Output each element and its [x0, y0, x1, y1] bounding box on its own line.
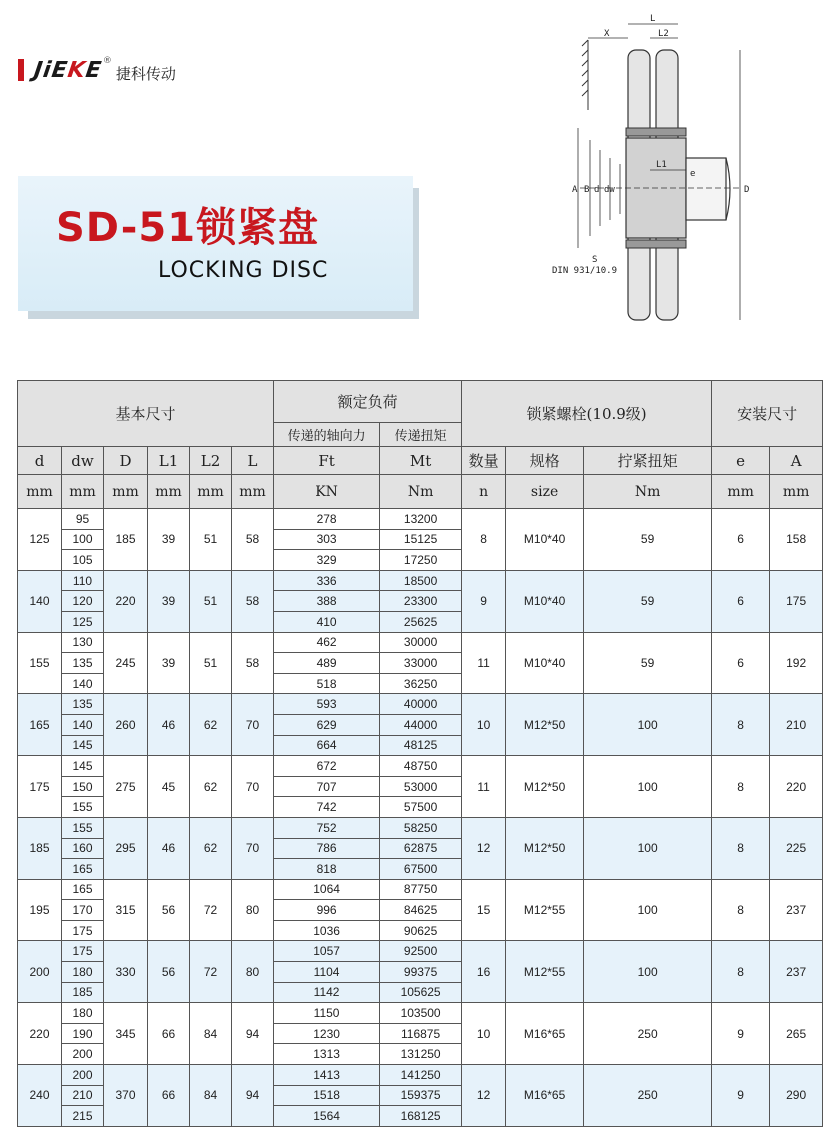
cell-Mt: 103500	[380, 1003, 462, 1024]
cell-L1: 46	[148, 817, 190, 879]
cell-Mt: 44000	[380, 714, 462, 735]
symbol-row	[18, 447, 823, 475]
cell-Ft: 1036	[274, 920, 380, 941]
table-row	[18, 509, 823, 530]
brand-chinese-name: 捷科传动	[115, 64, 176, 83]
cell-bolt-size: M10*40	[506, 632, 584, 694]
cell-Mt: 141250	[380, 1065, 462, 1086]
unit-cell: KN	[274, 475, 380, 509]
cell-D: 185	[104, 509, 148, 571]
cell-Mt: 48125	[380, 735, 462, 756]
header-basic-dimensions: 基本尺寸	[18, 381, 274, 447]
cell-dw: 130	[62, 632, 104, 653]
cell-e: 6	[712, 570, 770, 632]
cell-Ft: 752	[274, 817, 380, 838]
cell-tightening-torque: 100	[584, 694, 712, 756]
unit-cell: mm	[232, 475, 274, 509]
cell-A: 192	[770, 632, 823, 694]
cell-Ft: 786	[274, 838, 380, 859]
cell-e: 8	[712, 879, 770, 941]
cell-tightening-torque: 100	[584, 817, 712, 879]
unit-cell: Nm	[380, 475, 462, 509]
cell-dw: 120	[62, 591, 104, 612]
table-row	[18, 941, 823, 962]
cell-Ft: 336	[274, 570, 380, 591]
cell-Mt: 105625	[380, 982, 462, 1003]
cell-Ft: 278	[274, 509, 380, 530]
cell-L1: 39	[148, 509, 190, 571]
cell-Ft: 1064	[274, 879, 380, 900]
cell-dw: 175	[62, 941, 104, 962]
cell-d: 175	[18, 756, 62, 818]
cell-Mt: 48750	[380, 756, 462, 777]
cell-bolt-count: 12	[462, 1065, 506, 1127]
cell-Mt: 168125	[380, 1106, 462, 1127]
cell-A: 237	[770, 879, 823, 941]
unit-cell: Nm	[584, 475, 712, 509]
cell-D: 315	[104, 879, 148, 941]
cell-bolt-size: M12*50	[506, 817, 584, 879]
cell-Ft: 1564	[274, 1106, 380, 1127]
title-panel	[18, 176, 413, 311]
label-S: S	[592, 255, 598, 265]
label-e: e	[690, 169, 696, 179]
cell-A: 175	[770, 570, 823, 632]
table-row	[18, 570, 823, 591]
cell-bolt-size: M16*65	[506, 1065, 584, 1127]
cell-Ft: 742	[274, 797, 380, 818]
cell-Mt: 18500	[380, 570, 462, 591]
table-row	[18, 1065, 823, 1086]
cell-dw: 95	[62, 509, 104, 530]
cell-bolt-count: 16	[462, 941, 506, 1003]
cell-bolt-size: M12*50	[506, 756, 584, 818]
label-A: A	[572, 185, 578, 195]
symbol-cell: 拧紧扭矩	[584, 447, 712, 475]
brand-wordmark: JiEKE	[32, 57, 104, 83]
label-L: L	[650, 14, 656, 24]
table-row	[18, 817, 823, 838]
cell-tightening-torque: 59	[584, 509, 712, 571]
cell-L2: 72	[190, 879, 232, 941]
cell-bolt-count: 10	[462, 694, 506, 756]
cell-Ft: 462	[274, 632, 380, 653]
symbol-cell: Ft	[274, 447, 380, 475]
product-title: SD-51锁紧盘	[56, 205, 320, 251]
cell-dw: 185	[62, 982, 104, 1003]
cell-L1: 39	[148, 570, 190, 632]
cell-L2: 62	[190, 817, 232, 879]
cell-D: 275	[104, 756, 148, 818]
table-row	[18, 879, 823, 900]
cell-Ft: 329	[274, 550, 380, 571]
unit-cell: mm	[770, 475, 823, 509]
cell-Mt: 116875	[380, 1023, 462, 1044]
cell-L: 58	[232, 570, 274, 632]
cell-Mt: 23300	[380, 591, 462, 612]
cell-D: 260	[104, 694, 148, 756]
cell-L: 80	[232, 879, 274, 941]
brand-logo	[18, 52, 176, 88]
unit-cell: mm	[190, 475, 232, 509]
symbol-cell: A	[770, 447, 823, 475]
cell-d: 185	[18, 817, 62, 879]
cell-bolt-count: 15	[462, 879, 506, 941]
cell-bolt-count: 10	[462, 1003, 506, 1065]
spec-table-body	[18, 509, 823, 1127]
cell-Ft: 818	[274, 859, 380, 880]
cell-dw: 175	[62, 920, 104, 941]
cell-Ft: 1413	[274, 1065, 380, 1086]
cell-bolt-count: 9	[462, 570, 506, 632]
cell-L2: 72	[190, 941, 232, 1003]
cell-e: 6	[712, 509, 770, 571]
cell-dw: 135	[62, 653, 104, 674]
cell-dw: 110	[62, 570, 104, 591]
label-L1: L1	[656, 160, 667, 170]
cell-tightening-torque: 100	[584, 941, 712, 1003]
cell-bolt-size: M12*55	[506, 879, 584, 941]
table-row	[18, 632, 823, 653]
header-installation: 安装尺寸	[712, 381, 823, 447]
cell-Ft: 388	[274, 591, 380, 612]
cell-A: 265	[770, 1003, 823, 1065]
cell-L2: 62	[190, 694, 232, 756]
cell-dw: 215	[62, 1106, 104, 1127]
symbol-cell: L2	[190, 447, 232, 475]
cell-L1: 66	[148, 1065, 190, 1127]
cell-tightening-torque: 100	[584, 756, 712, 818]
symbol-cell: D	[104, 447, 148, 475]
cell-L2: 84	[190, 1003, 232, 1065]
spec-table	[17, 380, 823, 1127]
cell-dw: 135	[62, 694, 104, 715]
cell-D: 345	[104, 1003, 148, 1065]
cell-Mt: 57500	[380, 797, 462, 818]
cell-Mt: 15125	[380, 529, 462, 550]
symbol-cell: L	[232, 447, 274, 475]
cell-tightening-torque: 250	[584, 1003, 712, 1065]
unit-cell: n	[462, 475, 506, 509]
unit-cell: mm	[104, 475, 148, 509]
cell-Ft: 489	[274, 653, 380, 674]
unit-cell: mm	[712, 475, 770, 509]
cell-d: 125	[18, 509, 62, 571]
cell-Ft: 593	[274, 694, 380, 715]
label-bolt-standard: DIN 931/10.9	[552, 266, 618, 276]
cell-dw: 125	[62, 611, 104, 632]
symbol-cell: 规格	[506, 447, 584, 475]
label-B: B	[584, 185, 590, 195]
cell-tightening-torque: 59	[584, 570, 712, 632]
cell-e: 8	[712, 817, 770, 879]
cell-Ft: 410	[274, 611, 380, 632]
symbol-cell: L1	[148, 447, 190, 475]
header-axial-force: 传递的轴向力	[274, 423, 380, 447]
cell-L1: 56	[148, 941, 190, 1003]
label-dw: dw	[604, 185, 615, 195]
cell-A: 237	[770, 941, 823, 1003]
cell-dw: 155	[62, 797, 104, 818]
cell-e: 6	[712, 632, 770, 694]
cell-L: 70	[232, 694, 274, 756]
cross-section-drawing	[540, 10, 790, 330]
cell-Mt: 87750	[380, 879, 462, 900]
symbol-cell: e	[712, 447, 770, 475]
cell-L: 94	[232, 1065, 274, 1127]
cell-Ft: 1142	[274, 982, 380, 1003]
brand-accent-bar	[18, 59, 24, 81]
cell-Ft: 1230	[274, 1023, 380, 1044]
cell-e: 8	[712, 694, 770, 756]
cell-Mt: 36250	[380, 673, 462, 694]
cell-L: 70	[232, 817, 274, 879]
cell-L2: 51	[190, 570, 232, 632]
cell-tightening-torque: 100	[584, 879, 712, 941]
cell-bolt-count: 11	[462, 632, 506, 694]
cell-d: 195	[18, 879, 62, 941]
cell-Mt: 159375	[380, 1085, 462, 1106]
cell-A: 225	[770, 817, 823, 879]
product-subtitle: LOCKING DISC	[158, 258, 329, 283]
table-row	[18, 756, 823, 777]
cell-Mt: 62875	[380, 838, 462, 859]
unit-cell: mm	[18, 475, 62, 509]
cell-dw: 190	[62, 1023, 104, 1044]
cell-Ft: 1518	[274, 1085, 380, 1106]
cell-dw: 140	[62, 714, 104, 735]
cell-bolt-size: M12*50	[506, 694, 584, 756]
cell-Ft: 518	[274, 673, 380, 694]
header-rated-load: 额定负荷	[274, 381, 462, 423]
cell-L2: 51	[190, 509, 232, 571]
cell-A: 158	[770, 509, 823, 571]
cell-dw: 200	[62, 1065, 104, 1086]
unit-row	[18, 475, 823, 509]
cell-L1: 56	[148, 879, 190, 941]
label-d: d	[594, 185, 600, 195]
cell-Ft: 996	[274, 900, 380, 921]
cell-e: 8	[712, 756, 770, 818]
registered-mark: ®	[102, 56, 112, 66]
cell-tightening-torque: 59	[584, 632, 712, 694]
cell-bolt-size: M12*55	[506, 941, 584, 1003]
cell-L1: 46	[148, 694, 190, 756]
cell-Mt: 17250	[380, 550, 462, 571]
cell-Ft: 1104	[274, 962, 380, 983]
cell-d: 240	[18, 1065, 62, 1127]
cell-e: 9	[712, 1065, 770, 1127]
cell-L2: 84	[190, 1065, 232, 1127]
cell-e: 8	[712, 941, 770, 1003]
cell-Mt: 90625	[380, 920, 462, 941]
table-row	[18, 1003, 823, 1024]
cell-Ft: 1150	[274, 1003, 380, 1024]
cell-bolt-size: M10*40	[506, 509, 584, 571]
cell-L2: 62	[190, 756, 232, 818]
cell-L1: 45	[148, 756, 190, 818]
cell-d: 155	[18, 632, 62, 694]
unit-cell: mm	[62, 475, 104, 509]
cell-dw: 210	[62, 1085, 104, 1106]
cell-dw: 180	[62, 1003, 104, 1024]
cell-dw: 165	[62, 879, 104, 900]
cell-Ft: 303	[274, 529, 380, 550]
locking-disc-diagram	[540, 10, 790, 330]
cell-dw: 170	[62, 900, 104, 921]
unit-cell: size	[506, 475, 584, 509]
wall-hatch	[582, 40, 588, 110]
cell-D: 370	[104, 1065, 148, 1127]
cell-L1: 39	[148, 632, 190, 694]
cell-d: 140	[18, 570, 62, 632]
cell-dw: 160	[62, 838, 104, 859]
cell-dw: 200	[62, 1044, 104, 1065]
cell-dw: 105	[62, 550, 104, 571]
symbol-cell: Mt	[380, 447, 462, 475]
cell-D: 295	[104, 817, 148, 879]
cell-L: 58	[232, 509, 274, 571]
cell-dw: 140	[62, 673, 104, 694]
cell-bolt-count: 8	[462, 509, 506, 571]
cell-Mt: 58250	[380, 817, 462, 838]
cell-tightening-torque: 250	[584, 1065, 712, 1127]
unit-cell: mm	[148, 475, 190, 509]
cell-Mt: 13200	[380, 509, 462, 530]
cell-dw: 145	[62, 735, 104, 756]
cell-A: 210	[770, 694, 823, 756]
cell-Mt: 53000	[380, 776, 462, 797]
cell-d: 220	[18, 1003, 62, 1065]
cell-d: 200	[18, 941, 62, 1003]
cell-Ft: 672	[274, 756, 380, 777]
cell-bolt-count: 11	[462, 756, 506, 818]
cell-dw: 100	[62, 529, 104, 550]
cell-Mt: 67500	[380, 859, 462, 880]
cell-A: 220	[770, 756, 823, 818]
cell-Ft: 629	[274, 714, 380, 735]
symbol-cell: 数量	[462, 447, 506, 475]
cell-dw: 180	[62, 962, 104, 983]
cell-Mt: 25625	[380, 611, 462, 632]
cell-e: 9	[712, 1003, 770, 1065]
cell-L: 70	[232, 756, 274, 818]
cell-dw: 165	[62, 859, 104, 880]
cell-bolt-size: M16*65	[506, 1003, 584, 1065]
cell-D: 220	[104, 570, 148, 632]
cell-L2: 51	[190, 632, 232, 694]
cell-D: 330	[104, 941, 148, 1003]
cell-Mt: 131250	[380, 1044, 462, 1065]
cell-Mt: 30000	[380, 632, 462, 653]
cell-dw: 150	[62, 776, 104, 797]
label-D: D	[744, 185, 750, 195]
symbol-cell: d	[18, 447, 62, 475]
table-row	[18, 694, 823, 715]
cell-Ft: 707	[274, 776, 380, 797]
label-L2: L2	[658, 29, 669, 39]
label-X: X	[604, 29, 610, 39]
cell-dw: 155	[62, 817, 104, 838]
cell-D: 245	[104, 632, 148, 694]
cell-Mt: 33000	[380, 653, 462, 674]
cell-bolt-size: M10*40	[506, 570, 584, 632]
cell-L: 80	[232, 941, 274, 1003]
cell-Mt: 92500	[380, 941, 462, 962]
cell-L1: 66	[148, 1003, 190, 1065]
header-locking-bolt: 锁紧螺栓(10.9级)	[462, 381, 712, 447]
cell-Mt: 40000	[380, 694, 462, 715]
cell-L: 58	[232, 632, 274, 694]
cell-Ft: 1313	[274, 1044, 380, 1065]
symbol-cell: dw	[62, 447, 104, 475]
cell-Ft: 664	[274, 735, 380, 756]
cell-Mt: 84625	[380, 900, 462, 921]
cell-L: 94	[232, 1003, 274, 1065]
cell-dw: 145	[62, 756, 104, 777]
cell-Mt: 99375	[380, 962, 462, 983]
cell-d: 165	[18, 694, 62, 756]
cell-A: 290	[770, 1065, 823, 1127]
cell-Ft: 1057	[274, 941, 380, 962]
header-torque: 传递扭矩	[380, 423, 462, 447]
cell-bolt-count: 12	[462, 817, 506, 879]
